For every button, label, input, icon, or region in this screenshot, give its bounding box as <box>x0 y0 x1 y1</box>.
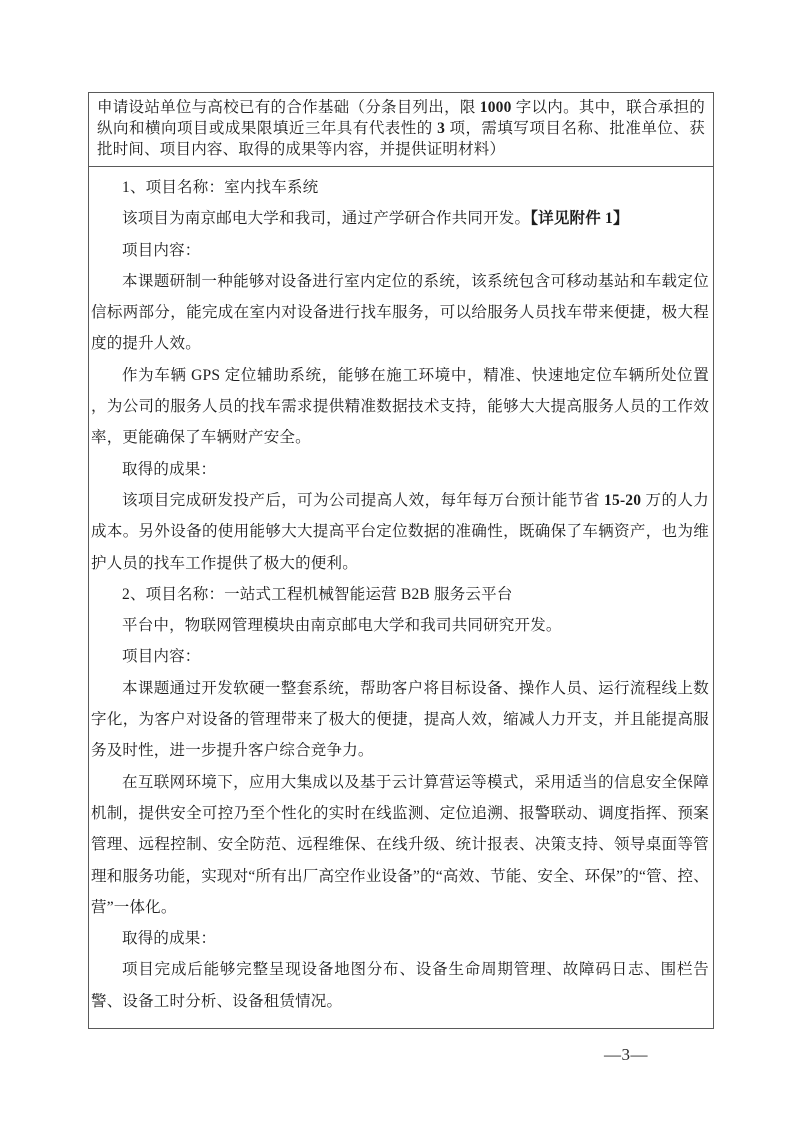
paragraph-text: 项目内容： <box>122 648 201 666</box>
project1-results-paragraph <box>91 485 709 579</box>
project2-content-paragraph <box>91 767 709 923</box>
paragraph-text: 在互联网环境下，应用大集成以及基于云计算营运等模式，采用适当的信息安全保障机制，提供安全可控乃至个性化的实时在线监测、定位追溯、报警联动、调度指挥、预案管理、远程控制、安全防范、远程维保、在线升级、统计报表、决策支持、领导桌面等管理和服务功能，实现对“所有出厂高空作业设备”的“高效、节能、安全、环保”的“管、控、营”一体化。 <box>91 773 709 916</box>
project1-content-paragraph <box>91 266 709 360</box>
paragraph-text: 该项目完成研发投产后，可为公司提高人效，每年每万台预计能节省 <box>122 491 605 509</box>
paragraph-text: 取得的成果： <box>122 460 217 478</box>
paragraph-text: 作为车辆 GPS 定位辅助系统，能够在施工环境中，精准、快速地定位车辆所处位置 ，为公司的服务人员的找车需求提供精准数据技术支持，能够大大提高服务人员的工作效率，更能确保了车辆财产安全。 <box>91 366 709 447</box>
paragraph-text: 2、项目名称：一站式工程机械智能运营 B2B 服务云平台 <box>122 585 513 603</box>
project2-results-label <box>91 923 709 954</box>
paragraph-text: 1、项目名称：室内找车系统 <box>122 179 319 196</box>
project2-title-paragraph <box>91 579 709 610</box>
project1-content-paragraph <box>91 360 709 454</box>
paragraph-text: 项目完成后能够完整呈现设备地图分布、设备生命周期管理、故障码日志、围栏告警、设备工时分析、设备租赁情况。 <box>91 961 709 1010</box>
cooperation-basis-header-cell <box>89 93 713 167</box>
header-text: 申请设站单位与高校已有的合作基础（分条目列出，限 <box>97 99 480 116</box>
project1-title-paragraph <box>91 172 709 203</box>
cooperation-basis-table <box>88 92 714 1029</box>
project1-results-label <box>91 454 709 485</box>
paragraph-text: 万的人力成本。另外设备的使用能够大大提高平台定位数据的准确性，既确保了车辆资产，也为维护人员的找车工作提供了极大的便利。 <box>91 491 709 572</box>
cooperation-basis-body-cell <box>89 167 713 1028</box>
project1-content-label <box>91 235 709 266</box>
project2-results-paragraph <box>91 954 709 1017</box>
paragraph-text: 项目内容： <box>122 241 201 259</box>
header-project-count-number: 3 <box>437 120 446 137</box>
header-text: 字以内。其中，联合承担的纵向和横向项目或成果限填近三年具有代表性的 <box>97 99 705 137</box>
cost-saving-number: 15-20 <box>604 491 642 509</box>
paragraph-text: 平台中，物联网管理模块由南京邮电大学和我司共同研究开发。 <box>122 617 562 635</box>
project2-partners-paragraph <box>91 610 709 641</box>
paragraph-text: 本课题通过开发软硬一整套系统，帮助客户将目标设备、操作人员、运行流程线上数字化，为客户对设备的管理带来了极大的便捷，提高人效，缩减人力开支，并且能提高服务及时性，进一步提升客户综合竞争力。 <box>91 679 709 760</box>
paragraph-text: 该项目为南京邮电大学和我司，通过产学研合作共同开发。 <box>122 210 531 228</box>
project1-partners-paragraph <box>91 203 709 234</box>
header-word-limit-number: 1000 <box>479 99 512 116</box>
project2-content-paragraph <box>91 673 709 767</box>
paragraph-text: 本课题研制一种能够对设备进行室内定位的系统，该系统包含可移动基站和车载定位信标两部分，能完成在室内对设备进行找车服务，可以给服务人员找车带来便捷，极大程度的提升人效。 <box>91 272 709 353</box>
page-number: —3— <box>604 1045 648 1064</box>
header-text: 项，需填写项目名称、批准单位、获批时间、项目内容、取得的成果等内容，并提供证明材料） <box>97 120 705 158</box>
project2-content-label <box>91 641 709 672</box>
paragraph-text: 取得的成果： <box>122 930 217 948</box>
attachment-reference: 【详见附件 1】 <box>530 210 629 228</box>
